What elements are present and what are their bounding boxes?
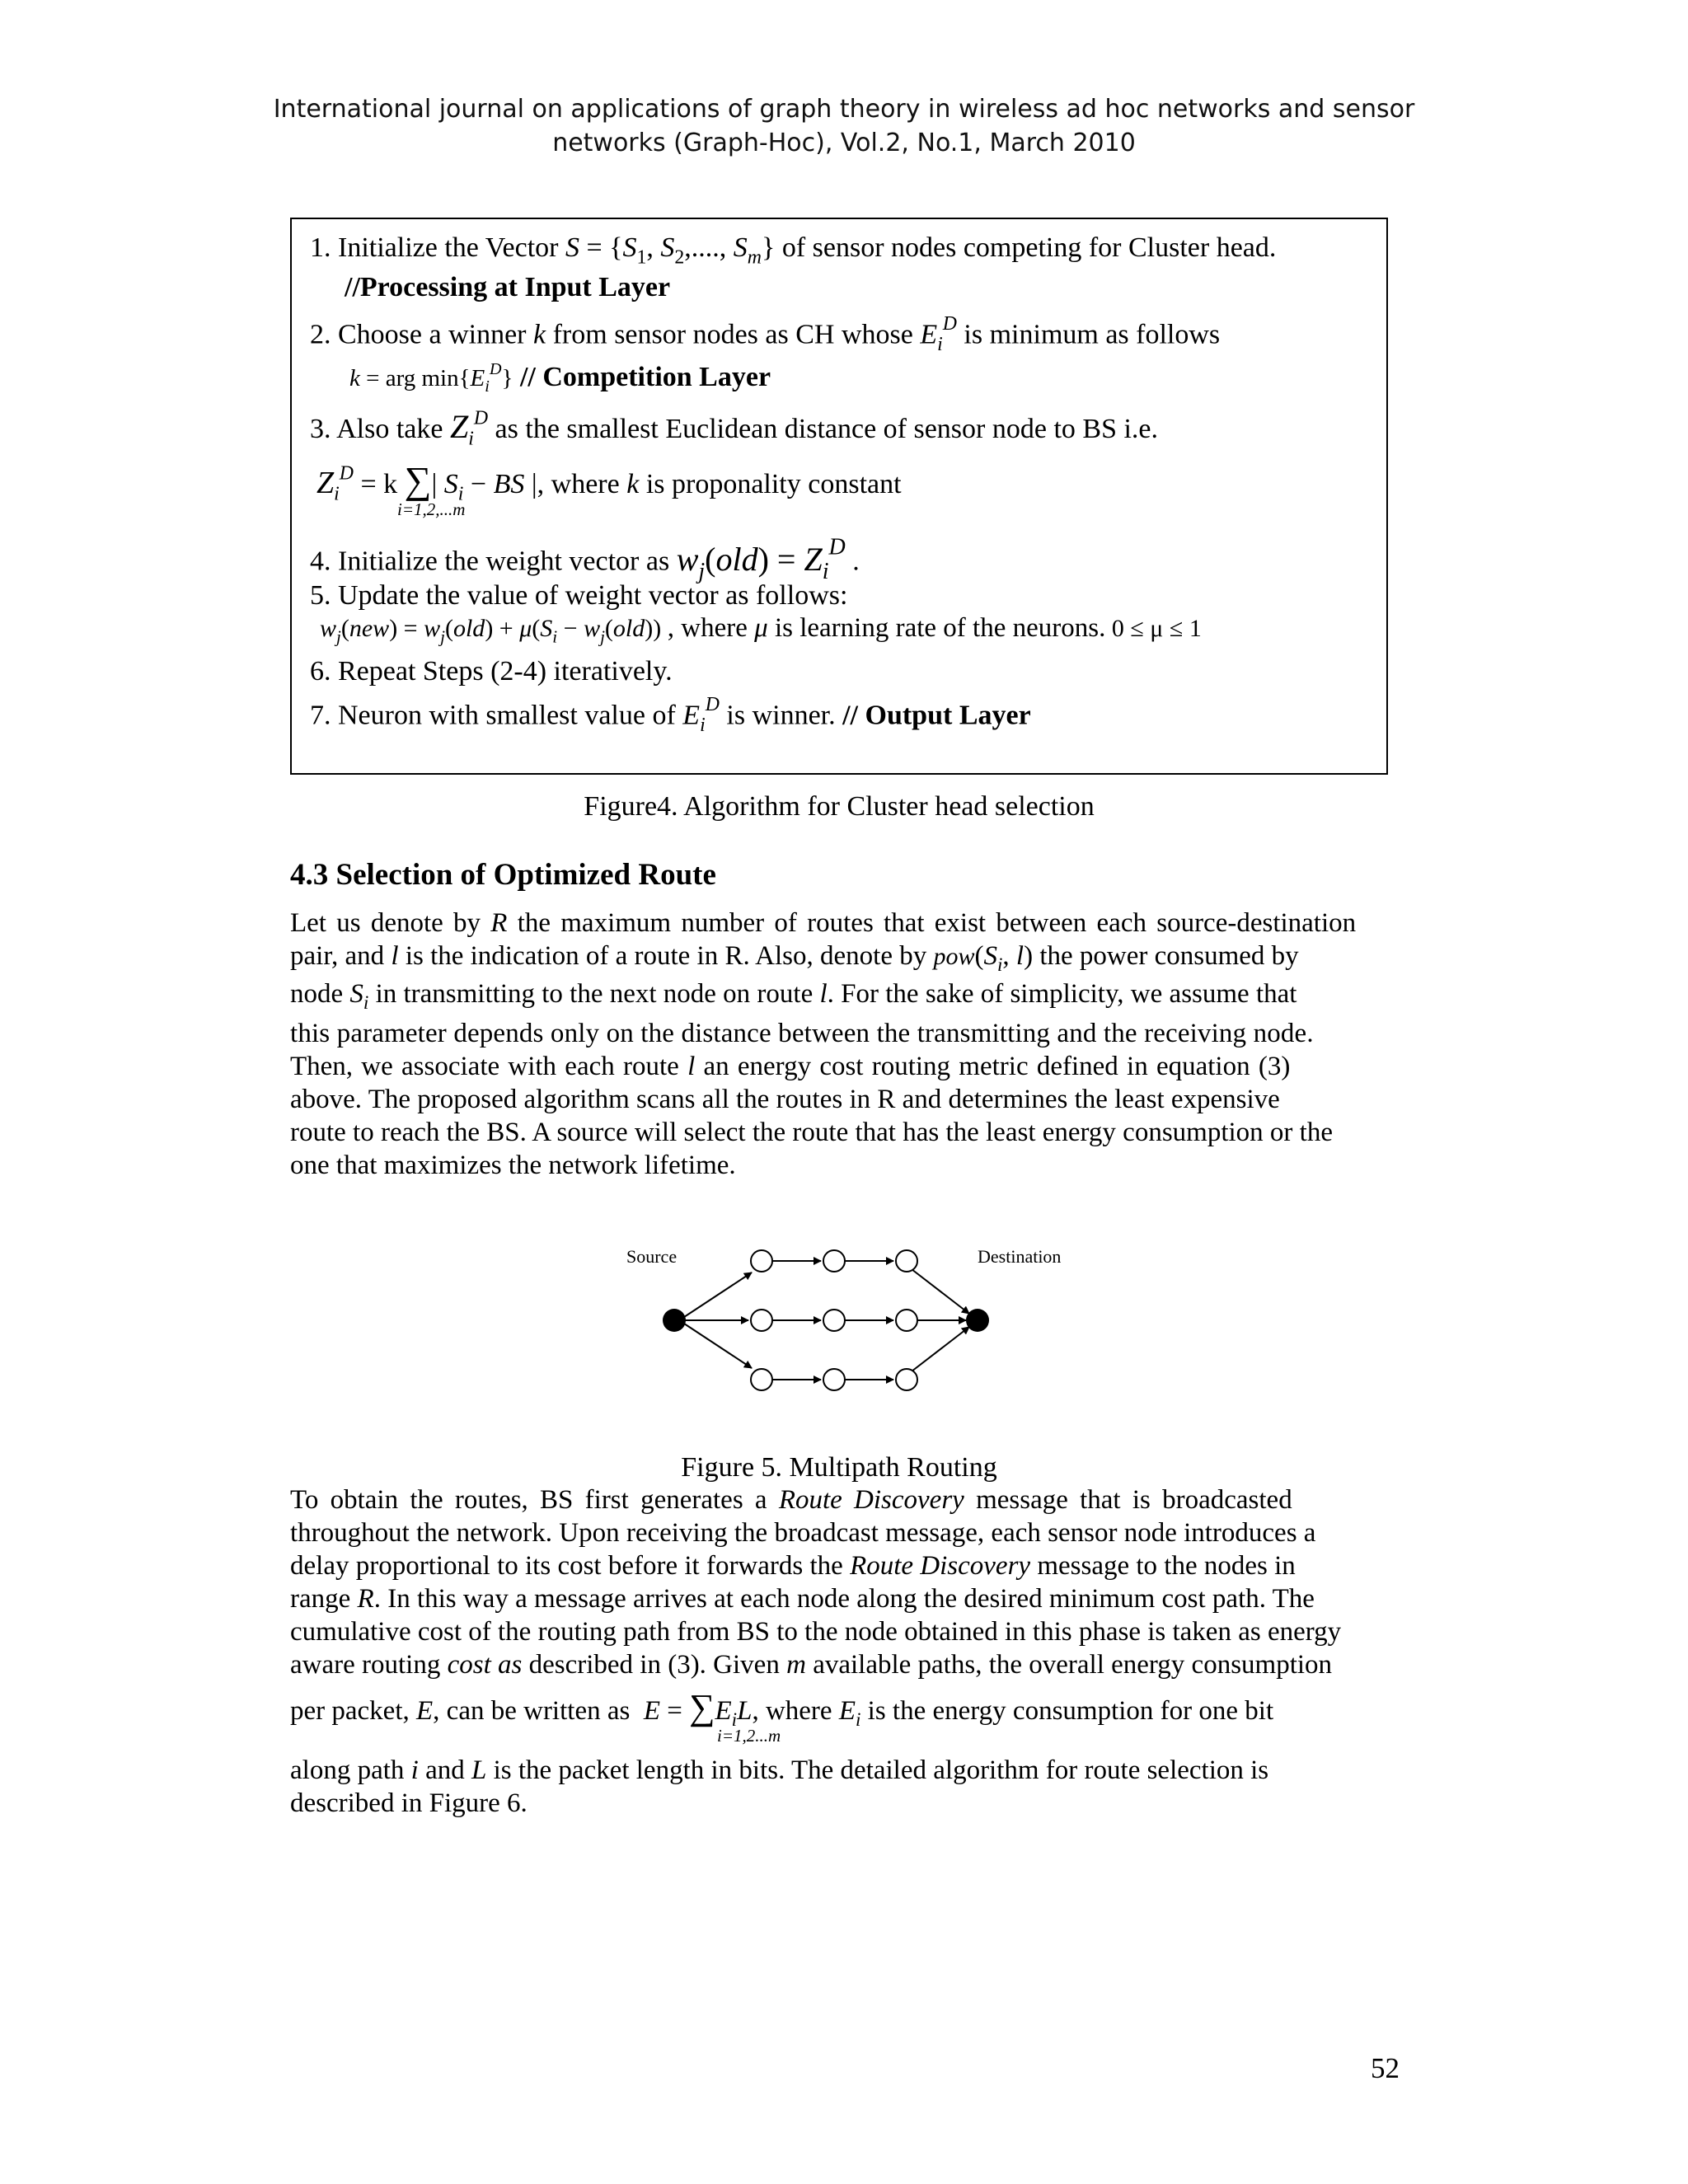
para2-line-2: throughout the network. Upon receiving the broadcast message, each sensor node introduces a — [290, 1518, 1316, 1548]
algo-step-7: 7. Neuron with smallest value of $E_i^D$ is winner. // Output Layer — [310, 694, 1031, 736]
header-line-1: International journal on applications of graph theory in wireless ad hoc networks and sensor — [273, 95, 1415, 124]
destination-node — [966, 1309, 989, 1332]
destination-label: Destination — [978, 1246, 1062, 1267]
para2-line-6: aware routing cost as described in (3). Given m available paths, the overall energy consumption — [290, 1650, 1333, 1680]
relay-node — [823, 1310, 845, 1331]
para2-line-5: cumulative cost of the routing path from BS to the node obtained in this phase is taken as energy — [290, 1617, 1342, 1647]
algo-step-2-formula: k = arg $\min\{E_i^D\}$ // Competition Layer — [349, 360, 771, 396]
relay-node — [823, 1369, 845, 1390]
para2-line-4: range R. In this way a message arrives at each node along the desired minimum cost path. The — [290, 1584, 1315, 1614]
figure5-caption: Figure 5. Multipath Routing — [681, 1452, 997, 1483]
journal-header — [247, 92, 1441, 160]
source-node — [663, 1309, 686, 1332]
para1-line-8: one that maximizes the network lifetime. — [290, 1151, 736, 1180]
relay-node — [896, 1369, 917, 1390]
relay-node — [896, 1310, 917, 1331]
para2-line-9: described in Figure 6. — [290, 1788, 528, 1818]
algo-step-6: 6. Repeat Steps (2-4) iteratively. — [310, 656, 673, 687]
edge — [679, 1320, 752, 1368]
algo-step-1: 1. Initialize the Vector $S = \{S_1$, $S_2$,...., $S_m$} of sensor nodes competing for Cluster head. — [310, 232, 1277, 269]
algo-step-5-formula: $w_j(new) = w_j(old) + \mu(S_i - w_j(old))$ , where μ is learning rate of the neurons. 0 ≤ μ ≤ 1 — [320, 613, 1202, 647]
source-label: Source — [626, 1246, 678, 1267]
multipath-routing-diagram — [610, 1228, 1104, 1409]
para1-line-2: pair, and l is the indication of a route in R. Also, denote by $pow(S_i$, l) the power consumed by — [290, 941, 1299, 976]
route-top — [772, 1261, 969, 1314]
para2-line-3: delay proportional to its cost before it forwards the Route Discovery message to the nodes in — [290, 1551, 1296, 1581]
relay-node — [823, 1250, 845, 1272]
para1-line-6: above. The proposed algorithm scans all the routes in R and determines the least expensive — [290, 1085, 1280, 1114]
algo-step-3-formula: $Z_i^D = k$ ∑| $S_i$ − BS |, where k is proponality constant — [316, 459, 902, 505]
relay-node — [751, 1310, 772, 1331]
para2-line-1: To obtain the routes, BS first generates a Route Discovery message that is broadcasted — [290, 1485, 1292, 1515]
para2-line-8: along path i and L is the packet length in bits. The detailed algorithm for route selection is — [290, 1755, 1269, 1785]
para1-line-4: this parameter depends only on the distance between the transmitting and the receiving node. — [290, 1019, 1314, 1048]
para2-line-7: per packet, E, can be written as $E = \sum E_iL$, where $E_i$ is the energy consumption for one bit — [290, 1687, 1274, 1731]
relay-node — [751, 1369, 772, 1390]
para1-line-5: Then, we associate with each route l an energy cost routing metric defined in equation (3) — [290, 1052, 1291, 1081]
page-number: 52 — [1371, 2052, 1400, 2084]
edge — [679, 1272, 752, 1320]
algo-step-3: 3. Also take $Z_i^D$ as the smallest Euclidean distance of sensor node to BS i.e. — [310, 407, 1159, 450]
algo-step-1-note: //Processing at Input Layer — [345, 272, 671, 302]
algo-step-5: 5. Update the value of weight vector as follows: — [310, 580, 848, 611]
relay-node — [751, 1250, 772, 1272]
para1-line-1: Let us denote by R the maximum number of routes that exist between each source-destination — [290, 908, 1357, 938]
section-title: 4.3 Selection of Optimized Route — [290, 858, 716, 892]
algo-step-4: 4. Initialize the weight vector as $w_j(old) = Z_i^D$ . — [310, 534, 860, 584]
figure4-caption: Figure4. Algorithm for Cluster head selection — [584, 791, 1095, 822]
algo-step-2: 2. Choose a winner k from sensor nodes as CH whose $E_i^D$ is minimum as follows — [310, 313, 1221, 355]
algo-step-3-range: i=1,2,...m — [397, 499, 466, 519]
relay-node — [896, 1250, 917, 1272]
para1-line-7: route to reach the BS. A source will select the route that has the least energy consumption or the — [290, 1118, 1333, 1147]
para1-line-3: node $S_i$ in transmitting to the next node on route l. For the sake of simplicity, we assume that — [290, 979, 1297, 1014]
para2-sum-range: i=1,2...m — [717, 1726, 781, 1746]
header-line-2: networks (Graph-Hoc), Vol.2, No.1, March 2010 — [552, 129, 1136, 157]
route-bottom — [772, 1327, 969, 1380]
